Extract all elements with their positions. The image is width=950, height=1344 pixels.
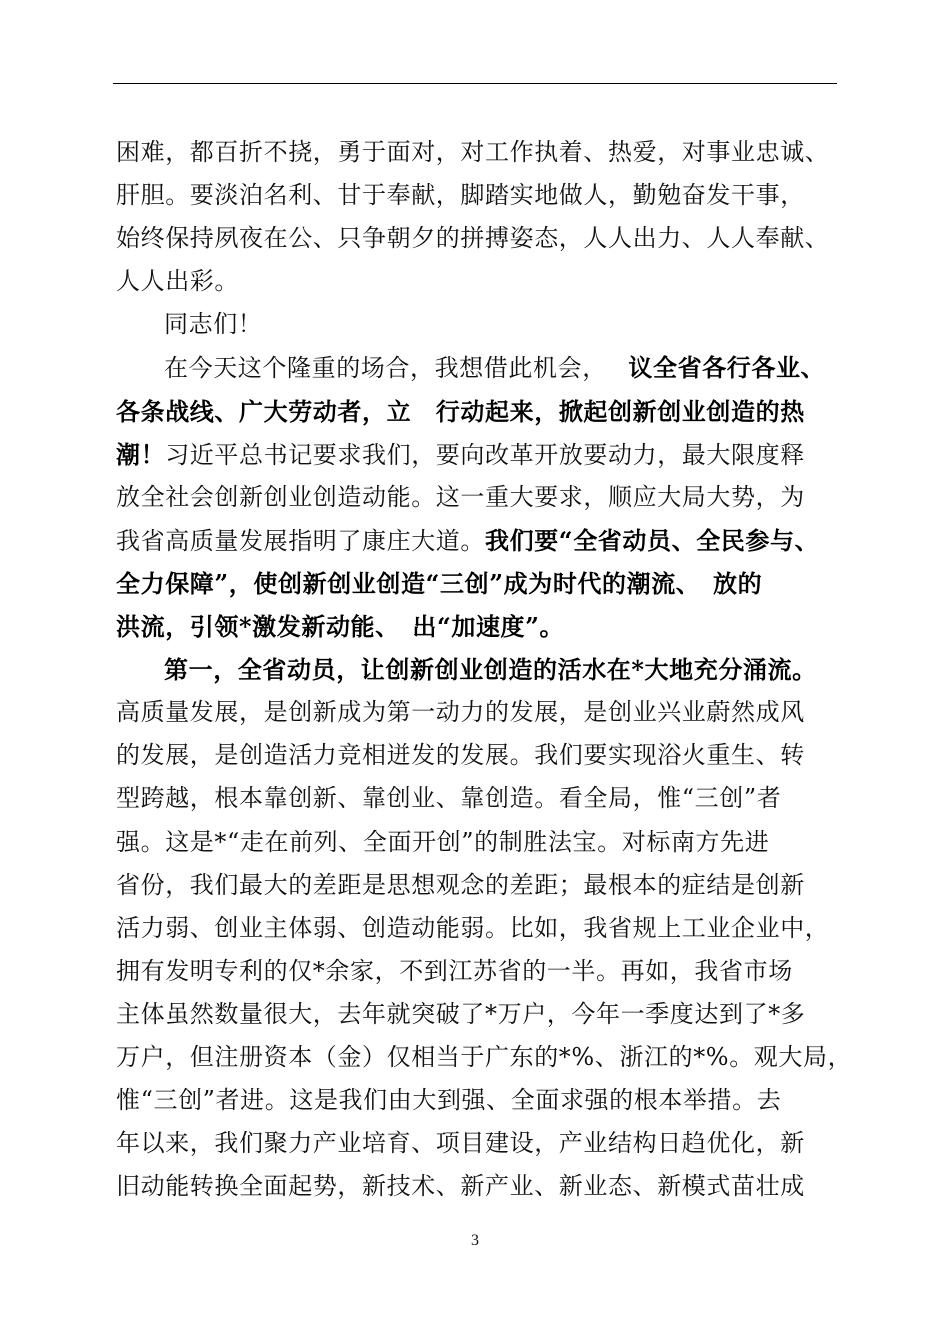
text-segment: 主体虽然数量很大，去年就突破了*万户，今年一季度达到了*多 bbox=[116, 999, 806, 1028]
text-segment: 困难，都百折不挠，勇于面对，对工作执着、热爱，对事业忠诚、 bbox=[116, 138, 830, 166]
text-line bbox=[116, 519, 840, 562]
text-line bbox=[116, 1165, 840, 1208]
bold-text-segment: 全力保障”，使创新创业创造“三创”成为时代的潮流、 放的 bbox=[116, 568, 763, 598]
text-line bbox=[116, 950, 840, 993]
text-line bbox=[116, 174, 840, 217]
text-segment: 肝胆。要淡泊名利、甘于奉献，脚踏实地做人，勤勉奋发干事， bbox=[116, 181, 805, 210]
bold-text-segment: 各条战线、广大劳动者，立 行动起来，掀起创新创业创造的热 bbox=[116, 396, 805, 426]
text-line bbox=[116, 777, 840, 820]
text-line bbox=[116, 691, 840, 734]
text-segment: 在今天这个隆重的场合，我想借此机会， bbox=[164, 354, 595, 383]
text-line bbox=[116, 821, 840, 864]
text-line bbox=[116, 217, 840, 260]
text-line bbox=[116, 1122, 840, 1165]
text-segment: 旧动能转换全面起势，新技术、新产业、新业态、新模式苗壮成 bbox=[116, 1172, 805, 1201]
text-line bbox=[116, 260, 840, 303]
text-line bbox=[116, 303, 840, 346]
header-rule bbox=[113, 83, 837, 84]
text-line bbox=[116, 1036, 853, 1079]
text-line bbox=[116, 907, 840, 950]
text-segment: 活力弱、创业主体弱、创造动能弱。比如，我省规上工业企业中， bbox=[116, 913, 830, 942]
text-segment: 始终保持夙夜在公、只争朝夕的拼搏姿态，人人出力、人人奉献、 bbox=[116, 224, 830, 253]
text-segment: 高质量发展，是创新成为第一动力的发展，是创业兴业蔚然成风 bbox=[116, 698, 805, 727]
text-line bbox=[116, 390, 840, 433]
text-segment: 型跨越，根本靠创新、靠创业、靠创造。看全局，惟“三创”者 bbox=[116, 784, 782, 813]
text-segment: 放全社会创新创业创造动能。这一重大要求，顺应大局大势，为 bbox=[116, 482, 805, 511]
text-line bbox=[116, 648, 840, 691]
text-segment: 人人出彩。 bbox=[116, 267, 239, 296]
text-line bbox=[116, 993, 840, 1036]
bold-text-segment: 第一，全省动员，让创新创业创造的活水在*大地充分涌流。 bbox=[164, 655, 817, 685]
page-number: 3 bbox=[471, 1232, 479, 1249]
text-line bbox=[116, 734, 840, 777]
text-line bbox=[116, 346, 840, 389]
body-text bbox=[116, 131, 853, 1208]
bold-text-segment: 我们要“全省动员、全民参与、 bbox=[485, 525, 820, 555]
text-line bbox=[116, 131, 840, 174]
text-line bbox=[116, 864, 840, 907]
text-line bbox=[116, 433, 840, 476]
text-segment: 省份，我们最大的差距是思想观念的差距；最根本的症结是创新 bbox=[116, 870, 805, 899]
text-line bbox=[116, 605, 840, 648]
text-segment: 惟“三创”者进。这是我们由大到强、全面求强的根本举措。去 bbox=[116, 1086, 782, 1115]
text-segment: 拥有发明专利的仅*余家，不到江苏省的一半。再如，我省市场 bbox=[116, 956, 793, 985]
text-segment: 习近平总书记要求我们，要向改革开放要动力，最大限度释 bbox=[165, 440, 805, 469]
text-segment: 年以来，我们聚力产业培育、项目建设，产业结构日趋优化，新 bbox=[116, 1129, 805, 1158]
text-line bbox=[116, 476, 840, 519]
text-segment: 我省高质量发展指明了康庄大道。 bbox=[116, 526, 485, 555]
text-segment: 的发展，是创造活力竞相迸发的发展。我们要实现浴火重生、转 bbox=[116, 741, 805, 770]
bold-text-segment: 洪流，引领*激发新动能、 出“加速度”。 bbox=[116, 612, 565, 642]
text-segment: 万户，但注册资本（金）仅相当于广东的*%、浙江的*%。观大局， bbox=[116, 1042, 853, 1071]
text-line bbox=[116, 1079, 840, 1122]
text-segment: 强。这是*“走在前列、全面开创”的制胜法宝。对标南方先进 bbox=[116, 827, 770, 856]
text-segment: 同志们！ bbox=[164, 310, 263, 339]
bold-text-segment: 议全省各行各业、 bbox=[594, 353, 826, 383]
text-line bbox=[116, 562, 840, 605]
bold-text-segment: 潮！ bbox=[116, 439, 166, 469]
